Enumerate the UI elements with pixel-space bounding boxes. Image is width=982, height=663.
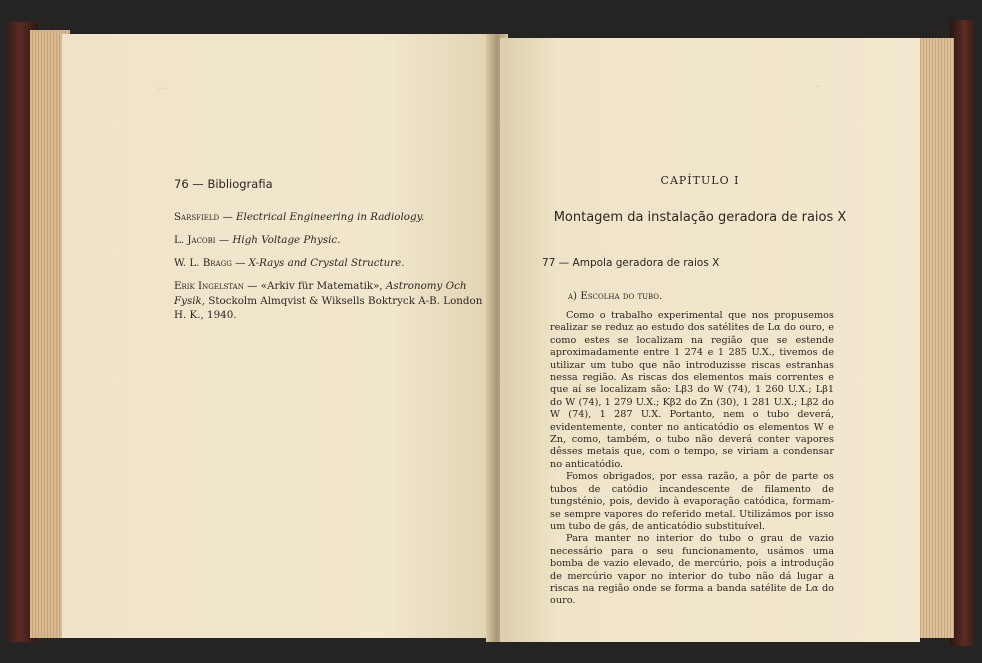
entry-title: Astronomy Och Fysik,	[174, 280, 467, 307]
entry-title: Electrical Engineering in Radiology.	[236, 211, 425, 223]
bibliography-entry: Sarsfield — Electrical Engineering in Radiology.	[174, 211, 425, 223]
bleed-through-text: ···	[812, 82, 822, 93]
section-heading: 77 — Ampola geradora de raios X	[542, 257, 720, 269]
body-text	[550, 310, 834, 608]
subsection-heading: a) Escolha do tubo.	[568, 290, 663, 302]
right-page	[500, 38, 920, 642]
left-page	[62, 34, 494, 638]
section-title: 76 — Bibliografia	[174, 177, 273, 191]
paragraph: Fomos obrigados, por essa razão, a pôr de parte os tubos de catódio incandescente de filamento de tungsténio, pois, devido à evaporação catódica, formam-se sempre vapores do referido metal. Utilizámos por isso um tubo de gás, de anticatódio substituível.	[550, 471, 834, 532]
entry-author: L. Jacobi	[174, 234, 216, 246]
bibliography-list	[174, 210, 484, 331]
entry-author: Erik Ingelstan	[174, 280, 244, 292]
chapter-title: Montagem da instalação geradora de raios X	[553, 210, 847, 225]
chapter-label: CAPÍTULO I	[660, 174, 740, 187]
bleed-through-text: ···	[158, 84, 168, 95]
paragraph: Como o trabalho experimental que nos propusemos realizar se reduz ao estudo dos satélites de Lα do ouro, e como estes se localizam na região que se estende aproximadamente entre 1 274 e 1 285 U.X., tivemos de utilizar um tubo que não introduzisse riscas estranhas nessa região. As riscas dos elementos mais correntes e que aí se localizam são: Lβ3 do W (74), 1 260 U.X.; Lβ1 do W (74), 1 279 U.X.; Kβ2 do Zn (30), 1 281 U.X.; Lβ2 do W (74), 1 287 U.X. Portanto, nem o tubo deverá, evidentemente, conter no anticatódio os elementos W e Zn, como, também, o tubo não deverá conter vapores dêsses metais que, com o tempo, se viriam a condensar no anticatódio.	[550, 310, 834, 470]
entry-title: X-Rays and Crystal Structure.	[248, 257, 405, 269]
page-edges-right	[918, 38, 954, 638]
entry-title: High Voltage Physic.	[232, 234, 341, 246]
paragraph: Para manter no interior do tubo o grau de vazio necessário para o seu funcionamento, usámos uma bomba de vazio elevado, de mercúrio, pois a introdução de mercúrio vapor no interior do tubo não dá lugar a riscas na região onde se forma a banda satélite de Lα do ouro.	[550, 533, 834, 607]
entry-author: W. L. Bragg	[174, 257, 232, 269]
entry-author: Sarsfield	[174, 211, 220, 223]
bibliography-entry: W. L. Bragg — X-Rays and Crystal Structure.	[174, 257, 405, 269]
bibliography-entry: Erik Ingelstan — «Arkiv für Matematik», Astronomy Och Fysik, Stockolm Almqvist & Wiksells Boktryck A-B. London H. K., 1940.	[174, 280, 483, 321]
bibliography-entry: L. Jacobi — High Voltage Physic.	[174, 234, 341, 246]
